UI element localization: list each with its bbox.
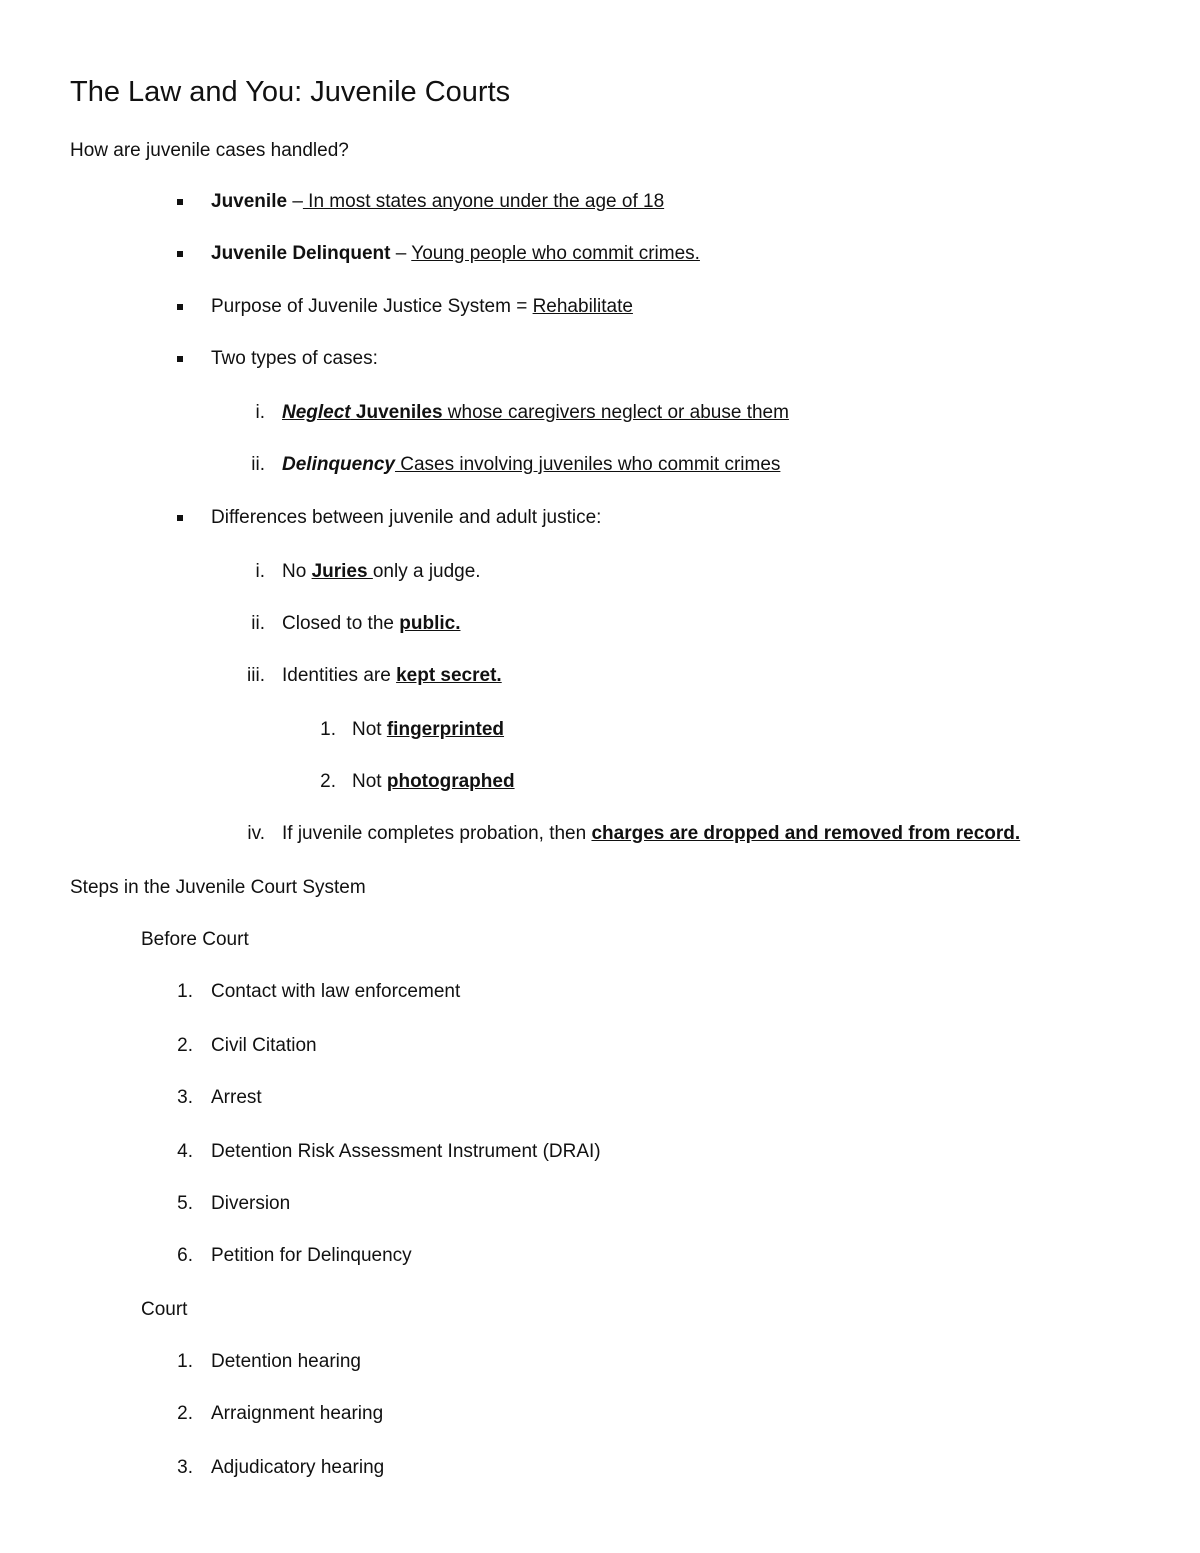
difference-text: Identities are: [282, 665, 397, 686]
definition: whose caregivers neglect or abuse them: [442, 402, 789, 423]
step-item: Petition for Delinquency: [211, 1245, 412, 1266]
definition: Rehabilitate: [532, 296, 633, 317]
bullet-icon: [177, 515, 183, 521]
subitem-key: fingerprinted: [386, 719, 505, 740]
number-marker: 2.: [177, 1035, 193, 1056]
definition: In most states anyone under the age of 18: [302, 191, 665, 212]
number-marker: 2.: [320, 771, 336, 792]
bullet-purpose: [211, 295, 633, 319]
number-marker: 3.: [177, 1087, 193, 1108]
roman-marker: ii.: [251, 613, 265, 634]
step-item: Contact with law enforcement: [211, 981, 461, 1002]
difference-public: [282, 612, 460, 636]
subitem-fingerprinted: [352, 718, 504, 742]
number-marker: 6.: [177, 1245, 193, 1266]
bullet-icon: [177, 304, 183, 310]
before-court-heading: Before Court: [141, 929, 249, 950]
roman-marker: i.: [255, 561, 265, 582]
definition: Young people who commit crimes.: [411, 243, 700, 264]
bullet-juvenile: [211, 190, 664, 214]
step-item: Diversion: [211, 1193, 291, 1214]
difference-text: If juvenile completes probation, then: [282, 823, 592, 844]
step-item: Detention Risk Assessment Instrument (DRAI): [211, 1141, 601, 1162]
section-question: How are juvenile cases handled?: [70, 140, 349, 161]
difference-key: Juries: [311, 561, 373, 582]
difference-text: No: [282, 561, 312, 582]
definition: Cases involving juveniles who commit crimes: [394, 454, 781, 475]
number-marker: 1.: [177, 981, 193, 1002]
number-marker: 1.: [177, 1351, 193, 1372]
step-item: Arrest: [211, 1087, 262, 1108]
difference-key: public.: [399, 613, 461, 634]
roman-marker: iii.: [247, 665, 265, 686]
roman-marker: ii.: [251, 454, 265, 475]
term-italic: Neglect: [282, 402, 351, 423]
difference-secret: [282, 664, 502, 688]
subitem-photographed: [352, 770, 515, 794]
subitem-key: photographed: [386, 771, 515, 792]
term-label: Juvenile Delinquent: [211, 243, 391, 264]
number-marker: 1.: [320, 719, 336, 740]
step-item: Civil Citation: [211, 1035, 317, 1056]
term-label: Juvenile: [211, 191, 288, 212]
separator: –: [390, 243, 412, 264]
number-marker: 3.: [177, 1457, 193, 1478]
difference-key: kept secret.: [396, 665, 502, 686]
number-marker: 2.: [177, 1403, 193, 1424]
case-type-neglect: [282, 401, 789, 425]
difference-text: only a judge.: [372, 561, 481, 582]
bullet-juvenile-delinquent: [211, 242, 700, 266]
step-item: Arraignment hearing: [211, 1403, 384, 1424]
step-item: Adjudicatory hearing: [211, 1457, 385, 1478]
term-rest: Juveniles: [350, 402, 443, 423]
bullet-icon: [177, 199, 183, 205]
subitem-text: Not: [352, 771, 387, 792]
bullet-icon: [177, 251, 183, 257]
difference-juries: [282, 560, 481, 584]
difference-text: Closed to the: [282, 613, 400, 634]
roman-marker: i.: [255, 402, 265, 423]
term-italic: Delinquency: [282, 454, 395, 475]
roman-marker: iv.: [247, 823, 265, 844]
bullet-differences: Differences between juvenile and adult justice:: [211, 507, 602, 528]
court-heading: Court: [141, 1299, 188, 1320]
step-item: Detention hearing: [211, 1351, 361, 1372]
subitem-text: Not: [352, 719, 387, 740]
page-title: The Law and You: Juvenile Courts: [70, 76, 511, 108]
separator: –: [287, 191, 303, 212]
difference-probation: [282, 822, 1020, 846]
bullet-two-types: Two types of cases:: [211, 348, 378, 369]
case-type-delinquency: [282, 453, 780, 477]
steps-heading: Steps in the Juvenile Court System: [70, 877, 366, 898]
number-marker: 5.: [177, 1193, 193, 1214]
number-marker: 4.: [177, 1141, 193, 1162]
difference-key: charges are dropped and removed from record.: [591, 823, 1021, 844]
bullet-icon: [177, 356, 183, 362]
statement-text: Purpose of Juvenile Justice System =: [211, 296, 533, 317]
